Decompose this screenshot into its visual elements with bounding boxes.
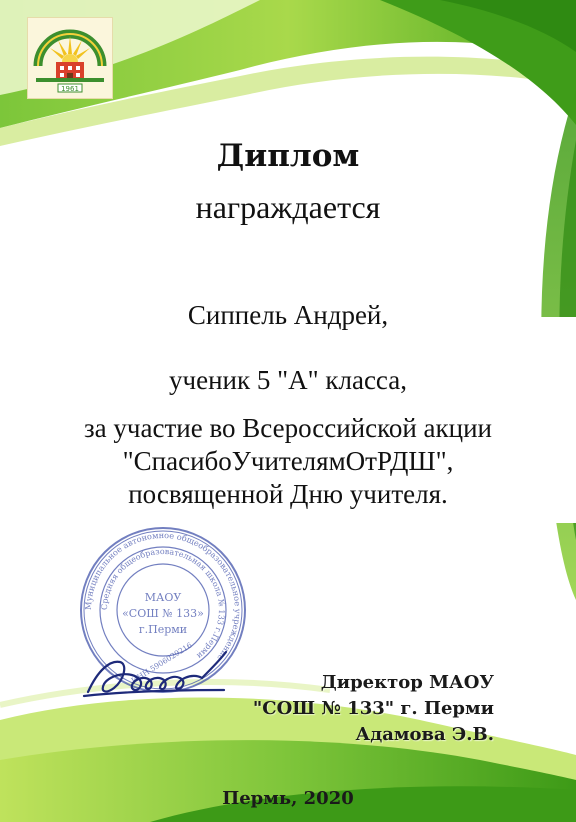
- school-emblem-year: 1961: [61, 85, 79, 93]
- seal-center-line: «СОШ № 133»: [122, 607, 204, 620]
- recipient-name: Сиппель Андрей,: [187, 300, 389, 330]
- award-reason-line: "СпасибоУчителямОтРДШ",: [122, 446, 454, 476]
- seal-outer-ring-text: Муниципальное автономное общеобразовательное учреждение: [82, 529, 244, 664]
- diploma-title: Диплом: [216, 138, 360, 174]
- award-reason-line: посвященной Дню учителя.: [128, 479, 448, 509]
- place-date: Пермь, 2020: [222, 788, 354, 809]
- director-school: "СОШ № 133" г. Перми: [252, 698, 494, 719]
- school-emblem-icon: [28, 18, 112, 98]
- director-signature-block: [253, 670, 494, 748]
- recipient-class: ученик 5 "А" класса,: [169, 365, 407, 395]
- seal-center-line: МАОУ: [144, 591, 182, 604]
- seal-center-line: г.Перми: [138, 623, 188, 636]
- award-reason-line: за участие во Всероссийской акции: [84, 413, 492, 443]
- seal-number-text: ИНН 5906029216: [129, 640, 194, 686]
- award-reason: [0, 412, 576, 511]
- handwritten-signature-icon: [80, 640, 230, 710]
- director-title: Директор МАОУ: [320, 672, 494, 693]
- school-emblem: [27, 17, 113, 99]
- seal-inner-ring-text: Средняя общеобразовательная школа № 133 г.Перми: [99, 546, 227, 661]
- diploma-subtitle: награждается: [195, 189, 381, 225]
- director-name: Адамова Э.В.: [355, 724, 494, 745]
